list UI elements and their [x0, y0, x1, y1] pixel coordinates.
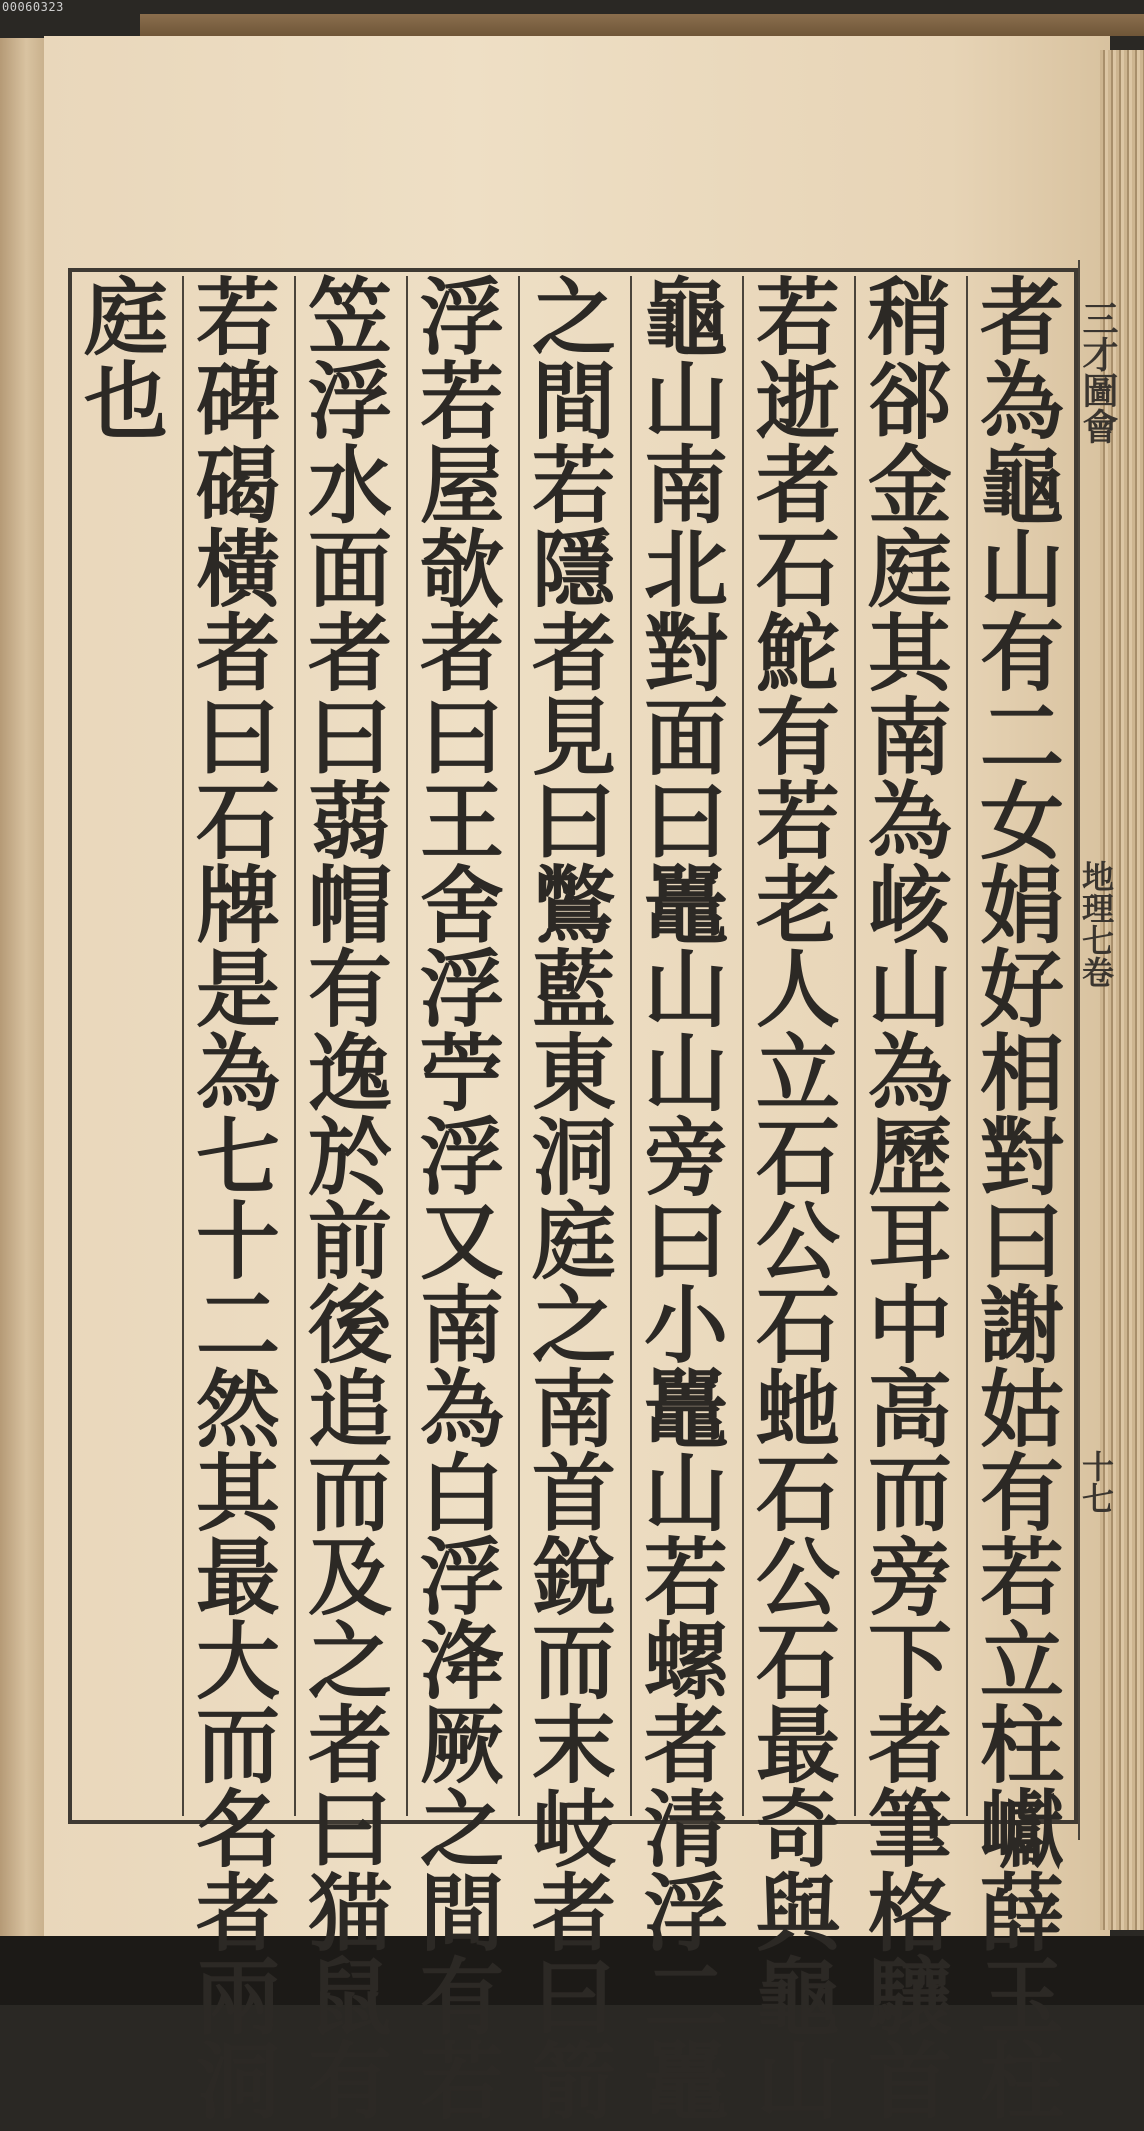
text-character: 為: [195, 1024, 280, 1123]
text-character: 追: [307, 1360, 392, 1459]
book-cover-edge: [140, 14, 1144, 36]
text-character: 曰: [419, 688, 504, 787]
text-character: 薛: [979, 1864, 1064, 1963]
text-character: 者: [531, 604, 616, 703]
text-character: 謝: [979, 1276, 1064, 1375]
text-character: 石: [755, 1444, 840, 1543]
text-character: 石: [755, 1276, 840, 1375]
text-character: 見: [531, 688, 616, 787]
text-character: 之: [531, 1276, 616, 1375]
text-character: 驤: [867, 1948, 952, 2047]
text-character: 筆: [867, 1780, 952, 1879]
text-character: 王: [419, 772, 504, 871]
margin-book-title: 三才圖會: [1077, 300, 1119, 444]
text-character: 大: [195, 1612, 280, 1711]
text-character: 曰: [643, 1192, 728, 1291]
text-character: 厥: [419, 1696, 504, 1795]
text-character: 南: [419, 1276, 504, 1375]
text-character: 歷: [867, 1108, 952, 1207]
text-character: 白: [419, 1444, 504, 1543]
text-character: 若: [195, 268, 280, 367]
text-character: 二: [643, 1948, 728, 2047]
text-character: 奇: [755, 1780, 840, 1879]
text-column-8: [184, 268, 292, 2131]
text-character: 龜: [643, 268, 728, 367]
margin-page-number: 十七: [1077, 1450, 1115, 1514]
text-character: 後: [307, 1276, 392, 1375]
text-character: 者: [195, 1864, 280, 1963]
text-character: 有: [755, 688, 840, 787]
text-character: 立: [755, 1024, 840, 1123]
margin-column: [1077, 260, 1115, 1840]
text-character: 姑: [979, 1360, 1064, 1459]
text-character: 南: [867, 688, 952, 787]
text-character: 玉: [979, 1948, 1064, 2047]
text-character: 最: [755, 1696, 840, 1795]
text-character: 者: [867, 1696, 952, 1795]
text-character: 南: [643, 436, 728, 535]
text-character: 者: [419, 604, 504, 703]
text-character: 而: [195, 1696, 280, 1795]
text-character: 者: [531, 1864, 616, 1963]
text-character: 然: [195, 1360, 280, 1459]
text-character: 峐: [867, 856, 952, 955]
text-character: 山: [643, 1444, 728, 1543]
text-character: 南: [531, 1360, 616, 1459]
text-character: 是: [195, 940, 280, 1039]
text-character: 相: [979, 1024, 1064, 1123]
text-character: 稍: [867, 268, 952, 367]
text-character: 山: [755, 2032, 840, 2131]
text-character: 十: [195, 1192, 280, 1291]
text-character: 庭: [867, 520, 952, 619]
text-character: 首: [531, 1444, 616, 1543]
text-character: 浮: [643, 1864, 728, 1963]
text-character: 郤: [867, 352, 952, 451]
text-character: 公: [755, 1192, 840, 1291]
text-character: 公: [755, 1528, 840, 1627]
text-character: 面: [643, 688, 728, 787]
text-character: 山: [643, 352, 728, 451]
text-character: 龜: [755, 1948, 840, 2047]
text-character: 鮀: [755, 604, 840, 703]
text-column-4: [632, 268, 740, 2131]
text-column-3: [744, 268, 852, 2131]
text-character: 柱: [979, 1696, 1064, 1795]
text-character: 名: [195, 1780, 280, 1879]
text-character: 石: [755, 1108, 840, 1207]
text-character: 洞: [531, 1108, 616, 1207]
text-character: 而: [867, 1444, 952, 1543]
text-character: 巘: [979, 1780, 1064, 1879]
text-column-7: [296, 268, 404, 2131]
text-character: 之: [419, 1780, 504, 1879]
text-character: 水: [307, 436, 392, 535]
text-character: 而: [531, 1612, 616, 1711]
text-character: 前: [307, 1192, 392, 1291]
text-character: 金: [867, 436, 952, 535]
text-column-2: [856, 268, 964, 2131]
text-character: 為: [867, 1024, 952, 1123]
text-character: 曰: [979, 1192, 1064, 1291]
text-column-9: [72, 268, 180, 1816]
text-character: 曰: [195, 688, 280, 787]
text-character: 七: [195, 1108, 280, 1207]
text-character: 首: [867, 2032, 952, 2131]
text-character: 山: [867, 940, 952, 1039]
text-character: 老: [755, 856, 840, 955]
text-character: 螺: [643, 1612, 728, 1711]
margin-section-label: 地理七卷: [1077, 860, 1115, 988]
text-character: 笠: [307, 268, 392, 367]
text-character: 逸: [307, 1024, 392, 1123]
text-character: 有: [979, 1444, 1064, 1543]
text-character: 洞: [195, 2032, 280, 2131]
text-character: 帽: [307, 856, 392, 955]
text-character: 若: [755, 268, 840, 367]
text-character: 浮: [419, 1108, 504, 1207]
text-character: 二: [979, 688, 1064, 787]
text-column-1: [968, 268, 1076, 2131]
text-character: 者: [979, 268, 1064, 367]
text-character: 高: [867, 1360, 952, 1459]
text-character: 末: [531, 1696, 616, 1795]
text-character: 東: [531, 1024, 616, 1123]
text-character: 間: [419, 1864, 504, 1963]
text-character: 對: [979, 1108, 1064, 1207]
text-character: 石: [755, 520, 840, 619]
text-column-5: [520, 268, 628, 2131]
text-character: 有: [307, 2032, 392, 2131]
text-character: 也: [83, 352, 168, 452]
text-character: 有: [419, 1948, 504, 2047]
text-character: 為: [979, 352, 1064, 451]
text-character: 娟: [979, 856, 1064, 955]
text-character: 其: [195, 1444, 280, 1543]
text-character: 及: [307, 1528, 392, 1627]
text-character: 格: [867, 1864, 952, 1963]
text-character: 旁: [643, 1108, 728, 1207]
text-character: 藍: [531, 940, 616, 1039]
text-character: 者: [307, 604, 392, 703]
text-character: 最: [195, 1528, 280, 1627]
text-character: 鼉: [643, 2032, 728, 2131]
text-character: 碑: [195, 352, 280, 451]
text-character: 對: [643, 604, 728, 703]
text-character: 浮: [419, 1528, 504, 1627]
text-character: 舍: [419, 856, 504, 955]
text-character: 於: [307, 1108, 392, 1207]
text-character: 山: [643, 940, 728, 1039]
text-character: 柱: [979, 2032, 1064, 2131]
text-character: 有: [979, 604, 1064, 703]
text-character: 浮: [419, 940, 504, 1039]
text-character: 屋: [419, 436, 504, 535]
text-character: 有: [307, 940, 392, 1039]
text-character: 曰: [531, 772, 616, 871]
text-character: 耳: [867, 1192, 952, 1291]
text-character: 鼉: [643, 1360, 728, 1459]
text-character: 兩: [195, 1948, 280, 2047]
text-character: 洚: [419, 1612, 504, 1711]
text-character: 欹: [419, 520, 504, 619]
text-character: 岐: [531, 1780, 616, 1879]
text-character: 鼉: [643, 856, 728, 955]
text-character: 逝: [755, 352, 840, 451]
scan-id-label: 00060323: [2, 0, 64, 14]
text-character: 隱: [531, 520, 616, 619]
text-character: 又: [419, 1192, 504, 1291]
text-character: 曰: [307, 688, 392, 787]
text-character: 為: [867, 772, 952, 871]
text-character: 若: [979, 1528, 1064, 1627]
text-character: 苧: [419, 1024, 504, 1123]
text-character: 虵: [755, 1360, 840, 1459]
text-character: 若: [755, 772, 840, 871]
text-character: 小: [643, 1276, 728, 1375]
text-character: 銳: [531, 1528, 616, 1627]
text-character: 人: [755, 940, 840, 1039]
text-character: 曰: [643, 772, 728, 871]
text-character: 山: [979, 520, 1064, 619]
text-character: 鼠: [307, 1948, 392, 2047]
text-character: 曰: [531, 1948, 616, 2047]
text-character: 鷩: [531, 856, 616, 955]
text-character: 石: [755, 1612, 840, 1711]
text-character: 蒻: [307, 772, 392, 871]
text-character: 庭: [83, 268, 168, 367]
text-character: 曰: [307, 1780, 392, 1879]
text-character: 下: [867, 1612, 952, 1711]
text-character: 間: [531, 352, 616, 451]
text-character: 為: [419, 1360, 504, 1459]
text-character: 者: [195, 604, 280, 703]
text-character: 庭: [531, 1192, 616, 1291]
text-column-6: [408, 268, 516, 2131]
left-page-edge: [0, 38, 46, 1938]
text-character: 好: [979, 940, 1064, 1039]
text-character: 立: [979, 1612, 1064, 1711]
text-character: 石: [195, 772, 280, 871]
text-character: 龜: [979, 436, 1064, 535]
text-character: 若: [531, 436, 616, 535]
text-character: 若: [419, 2032, 504, 2131]
text-character: 與: [755, 1864, 840, 1963]
text-character: 若: [419, 352, 504, 451]
text-character: 猫: [307, 1864, 392, 1963]
text-character: 者: [643, 1696, 728, 1795]
text-character: 北: [643, 520, 728, 619]
text-character: 二: [195, 1276, 280, 1375]
text-character: 之: [531, 268, 616, 367]
text-character: 面: [307, 520, 392, 619]
text-character: 而: [307, 1444, 392, 1543]
text-character: 若: [643, 1528, 728, 1627]
text-character: 清: [643, 1780, 728, 1879]
text-character: 牌: [195, 856, 280, 955]
text-character: 浮: [419, 268, 504, 367]
text-character: 者: [307, 1696, 392, 1795]
text-character: 女: [979, 772, 1064, 871]
text-character: 浮: [307, 352, 392, 451]
text-character: 其: [867, 604, 952, 703]
text-character: 箭: [531, 2032, 616, 2131]
text-character: 山: [643, 1024, 728, 1123]
text-character: 橫: [195, 520, 280, 619]
text-character: 旁: [867, 1528, 952, 1627]
text-character: 者: [755, 436, 840, 535]
text-character: 中: [867, 1276, 952, 1375]
text-character: 之: [307, 1612, 392, 1711]
text-character: 碣: [195, 436, 280, 535]
